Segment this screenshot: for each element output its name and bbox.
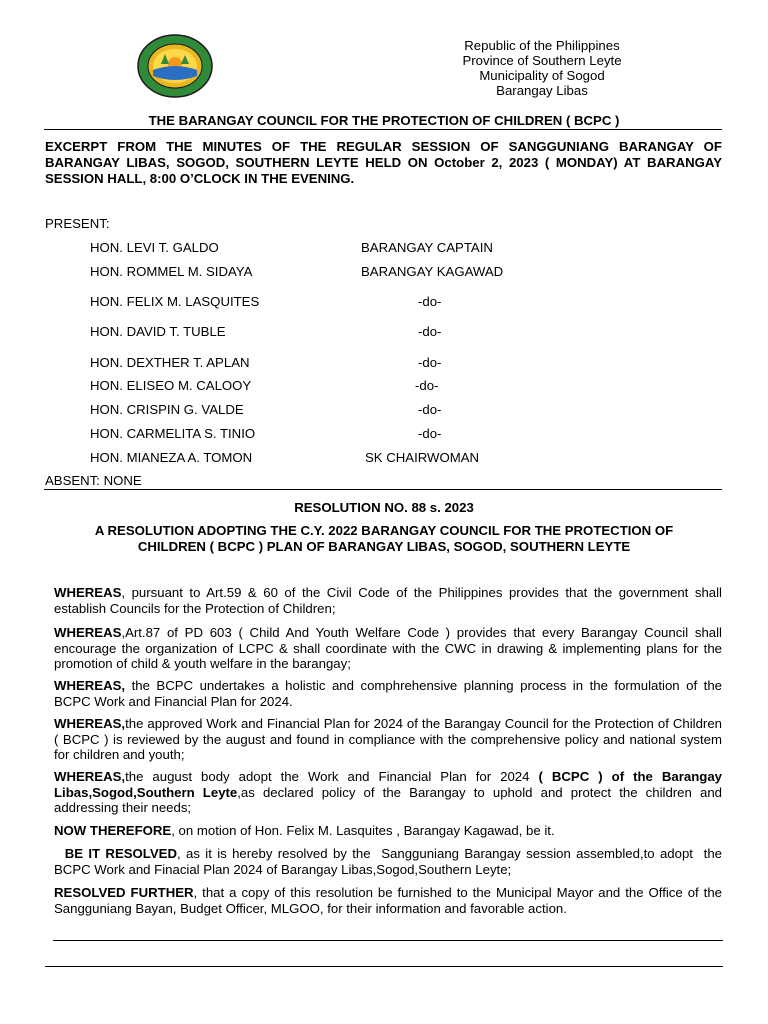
paragraph-lead: NOW THEREFORE xyxy=(54,823,172,838)
member-position: -do- xyxy=(418,402,442,417)
member-position: BARANGAY CAPTAIN xyxy=(361,240,493,255)
whereas-paragraph xyxy=(54,769,722,816)
divider-bottom-2 xyxy=(45,966,723,967)
paragraph-text: , on motion of Hon. Felix M. Lasquites , Barangay Kagawad, be it. xyxy=(171,823,555,838)
paragraph-text: , as it is hereby resolved by the Sangguniang Barangay session assembled,to adopt the BCPC Work and Finacial Plan 2024 of Barangay Libas,Sogod,Southern Leyte; xyxy=(54,846,726,877)
paragraph-lead: RESOLVED FURTHER xyxy=(54,885,194,900)
barangay-seal-logo xyxy=(137,34,213,98)
member-name: HON. DAVID T. TUBLE xyxy=(90,324,226,339)
paragraph-lead: WHEREAS, xyxy=(54,678,126,693)
whereas-paragraph xyxy=(54,625,722,672)
paragraph-lead: WHEREAS, xyxy=(54,716,126,731)
paragraph-bold-segment: ( BCPC ) of the Barangay Libas,Sogod,Southern Leyte xyxy=(54,769,722,800)
letterhead xyxy=(452,38,632,98)
paragraph-lead: WHEREAS xyxy=(54,625,122,640)
whereas-paragraph xyxy=(54,585,722,616)
now-therefore-paragraph xyxy=(54,823,722,839)
member-position: -do- xyxy=(415,378,439,393)
member-position: SK CHAIRWOMAN xyxy=(365,450,480,465)
divider-top xyxy=(44,129,722,130)
paragraph-text: the approved Work and Financial Plan for 2024 of the Barangay Council for the Protection of Children ( BCPC ) is reviewed by the august and found in compliance with the comprehensive policy and national system for children and youth; xyxy=(54,716,722,762)
member-position: -do- xyxy=(418,426,442,441)
member-position: -do- xyxy=(418,324,442,339)
paragraph-text: the august body adopt the Work and Financial Plan for 2024 xyxy=(125,769,539,784)
excerpt-heading: EXCERPT FROM THE MINUTES OF THE REGULAR SESSION OF SANGGUNIANG BARANGAY OF BARANGAY LIBAS, SOGOD, SOUTHERN LEYTE HELD ON October 2, 2023 ( MONDAY) AT BARANGAY SESSION HALL, 8:00 O’CLOCK IN THE EVENING. xyxy=(45,139,722,186)
paragraph-lead: BE IT RESOLVED xyxy=(54,846,177,861)
member-position: -do- xyxy=(418,355,442,370)
member-name: HON. DEXTHER T. APLAN xyxy=(90,355,250,370)
member-name: HON. ROMMEL M. SIDAYA xyxy=(90,264,253,279)
letterhead-barangay: Barangay Libas xyxy=(496,83,588,98)
be-it-resolved-paragraph xyxy=(54,846,726,877)
council-title: THE BARANGAY COUNCIL FOR THE PROTECTION OF CHILDREN ( BCPC ) xyxy=(148,113,620,128)
letterhead-province: Province of Southern Leyte xyxy=(462,53,622,68)
divider-bottom xyxy=(53,940,723,941)
member-name: HON. CARMELITA S. TINIO xyxy=(90,426,256,441)
absent-line: ABSENT: NONE xyxy=(45,473,142,488)
whereas-paragraph xyxy=(54,716,722,763)
divider-middle xyxy=(44,489,722,490)
resolved-further-paragraph xyxy=(54,885,722,916)
paragraph-lead: WHEREAS xyxy=(54,585,122,600)
member-name: HON. ELISEO M. CALOOY xyxy=(90,378,252,393)
member-name: HON. MIANEZA A. TOMON xyxy=(90,450,253,465)
present-label: PRESENT: xyxy=(45,216,110,231)
paragraph-text: , pursuant to Art.59 & 60 of the Civil Code of the Philippines provides that the government shall establish Councils for the Protection of Children; xyxy=(54,585,722,616)
paragraph-text: ,Art.87 of PD 603 ( Child And Youth Welfare Code ) provides that every Barangay Council shall encourage the organization of LCPC & shall coordinate with the CWC in drawing & implementing plans for the promotion of child & youth welfare in the barangay; xyxy=(54,625,722,671)
member-name: HON. FELIX M. LASQUITES xyxy=(90,294,260,309)
paragraph-text: , that a copy of this resolution be furnished to the Municipal Mayor and the Office of the Sangguniang Bayan, Budget Officer, MLGOO, for their information and favorable action. xyxy=(54,885,722,916)
resolution-number: RESOLUTION NO. 88 s. 2023 xyxy=(294,500,474,515)
member-name: HON. CRISPIN G. VALDE xyxy=(90,402,244,417)
resolution-title: A RESOLUTION ADOPTING THE C.Y. 2022 BARANGAY COUNCIL FOR THE PROTECTION OF CHILDREN ( BCPC ) PLAN OF BARANGAY LIBAS, SOGOD, SOUTHERN LEYTE xyxy=(94,523,674,554)
member-name: HON. LEVI T. GALDO xyxy=(90,240,219,255)
paragraph-text-cont: ,as declared policy of the Barangay to uphold and protect the children and addressing their needs; xyxy=(54,784,722,815)
letterhead-municipality: Municipality of Sogod xyxy=(479,68,605,83)
paragraph-text: the BCPC undertakes a holistic and comphrehensive planning process in the formulation of the BCPC Work and Financial Plan for 2024. xyxy=(54,678,722,709)
member-position: BARANGAY KAGAWAD xyxy=(361,264,504,279)
whereas-paragraph xyxy=(54,678,722,709)
paragraph-lead: WHEREAS, xyxy=(54,769,126,784)
member-position: -do- xyxy=(418,294,442,309)
letterhead-country: Republic of the Philippines xyxy=(464,38,620,53)
